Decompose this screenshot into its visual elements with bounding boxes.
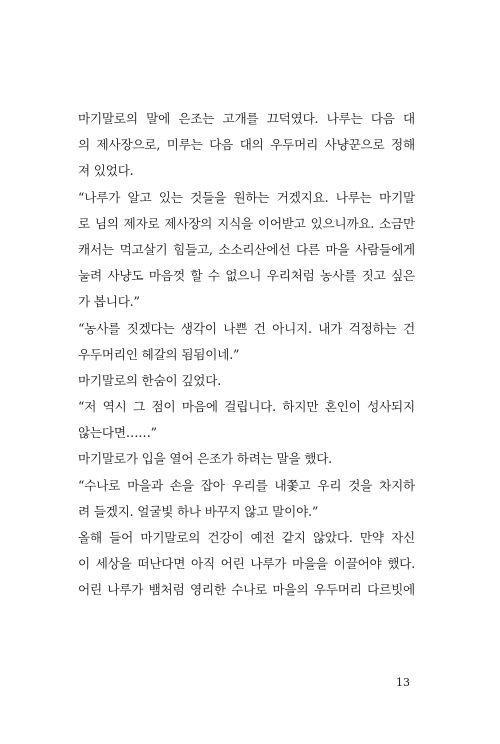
text-line: 마기말로의 말에 은조는 고개를 끄덕였다. 나루는 다음 대: [78, 111, 415, 126]
text-line: “나루가 알고 있는 것들을 원하는 거겠지요. 나루는 마기말: [78, 189, 415, 205]
text-line: 로 님의 제자로 제사장의 지식을 이어받고 있으니까요. 소금만: [78, 215, 415, 231]
text-line: 이 세상을 떠난다면 아직 어린 나루가 마을을 이끌어야 했다.: [78, 556, 415, 572]
text-line: 려 들겠지. 얼굴빛 하나 바꾸지 않고 말이야.”: [78, 503, 319, 519]
text-line: 의 제사장으로, 미루는 다음 대의 우두머리 사냥꾼으로 정해: [78, 137, 415, 153]
text-line: 올해 들어 마기말로의 건강이 예전 같지 않았다. 만약 자신: [78, 530, 415, 545]
text-line: 우두머리인 헤갈의 됨됨이네.”: [78, 346, 240, 362]
text-line: 눌려 사냥도 마음껏 할 수 없으니 우리처럼 농사를 짓고 싶은: [78, 268, 415, 284]
body-text: [78, 106, 415, 604]
text-line: “농사를 짓겠다는 생각이 나쁜 건 아니지. 내가 걱정하는 건: [78, 320, 415, 336]
text-line: “수나로 마을과 손을 잡아 우리를 내쫓고 우리 것을 차지하: [78, 477, 415, 493]
text-line: 않는다면……”: [78, 425, 157, 441]
page-number: 13: [396, 676, 410, 689]
text-line: 마기말로가 입을 열어 은조가 하려는 말을 했다.: [78, 451, 332, 467]
text-line: “저 역시 그 점이 마음에 걸립니다. 하지만 혼인이 성사되지: [78, 399, 415, 415]
text-line: 어린 나루가 뱀처럼 영리한 수나로 마을의 우두머리 다르빗에: [78, 582, 415, 598]
text-line: 캐서는 먹고살기 힘들고, 소소리산에선 다른 마을 사람들에게: [78, 241, 415, 257]
text-line: 져 있었다.: [78, 163, 134, 179]
text-line: 마기말로의 한숨이 깊었다.: [78, 372, 222, 388]
text-line: 가 봅니다.”: [78, 294, 140, 310]
